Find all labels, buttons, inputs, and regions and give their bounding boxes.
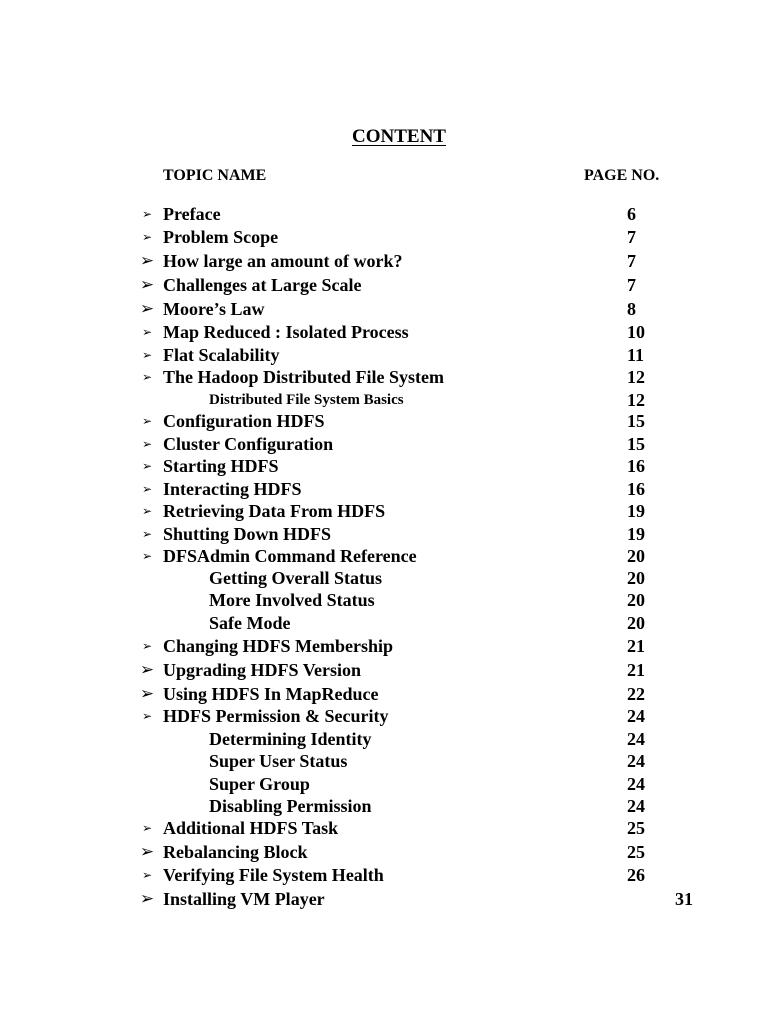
toc-topic-label: Configuration HDFS xyxy=(163,411,325,431)
toc-entry xyxy=(0,841,768,863)
toc-entry xyxy=(0,321,768,343)
toc-entry xyxy=(0,589,768,611)
toc-page-number: 21 xyxy=(627,660,645,680)
arrow-bullet-icon: ➢ xyxy=(141,459,153,473)
arrow-bullet-icon: ➢ xyxy=(141,370,153,384)
toc-page-number: 24 xyxy=(627,706,645,726)
toc-page-number: 15 xyxy=(627,411,645,431)
toc-entry xyxy=(0,635,768,657)
toc-entry xyxy=(0,795,768,817)
toc-topic-label: Retrieving Data From HDFS xyxy=(163,501,386,521)
arrow-bullet-icon: ➢ xyxy=(141,527,153,541)
toc-topic-label: How large an amount of work? xyxy=(163,251,403,271)
toc-page-number: 7 xyxy=(627,275,636,295)
arrow-bullet-icon: ➢ xyxy=(141,504,153,518)
arrow-bullet-icon: ➢ xyxy=(139,275,155,295)
toc-topic-label: Flat Scalability xyxy=(163,345,280,365)
arrow-bullet-icon: ➢ xyxy=(141,821,153,835)
toc-topic-label: Rebalancing Block xyxy=(163,842,308,862)
toc-entry xyxy=(0,410,768,432)
toc-page-number: 20 xyxy=(627,568,645,588)
toc-page-number: 24 xyxy=(627,774,645,794)
toc-topic-label: Problem Scope xyxy=(163,227,279,247)
toc-topic-label: HDFS Permission & Security xyxy=(163,706,389,726)
toc-subtopic-label: Getting Overall Status xyxy=(209,568,382,588)
toc-topic-label: Interacting HDFS xyxy=(163,479,302,499)
toc-entry xyxy=(0,203,768,225)
toc-entry xyxy=(0,728,768,750)
toc-topic-label: Upgrading HDFS Version xyxy=(163,660,362,680)
toc-topic-label: Cluster Configuration xyxy=(163,434,334,454)
page-number-header: PAGE NO. xyxy=(584,167,660,184)
toc-entry xyxy=(0,344,768,366)
toc-page-number: 20 xyxy=(627,613,645,633)
toc-topic-label: Installing VM Player xyxy=(163,889,325,909)
arrow-bullet-icon: ➢ xyxy=(139,842,155,862)
toc-page-number: 22 xyxy=(627,684,645,704)
toc-topic-label: Starting HDFS xyxy=(163,456,279,476)
toc-topic-label: Changing HDFS Membership xyxy=(163,636,394,656)
arrow-bullet-icon: ➢ xyxy=(141,348,153,362)
toc-subtopic-label: Determining Identity xyxy=(209,729,372,749)
toc-page-number: 6 xyxy=(627,204,636,224)
toc-entry xyxy=(0,567,768,589)
toc-topic-label: Using HDFS In MapReduce xyxy=(163,684,379,704)
toc-entry xyxy=(0,455,768,477)
toc-page-number: 26 xyxy=(627,865,645,885)
toc-subtopic-label: Super Group xyxy=(209,774,310,794)
arrow-bullet-icon: ➢ xyxy=(141,207,153,221)
arrow-bullet-icon: ➢ xyxy=(139,299,155,319)
arrow-bullet-icon: ➢ xyxy=(139,684,155,704)
toc-topic-label: Verifying File System Health xyxy=(163,865,384,885)
toc-entry xyxy=(0,773,768,795)
toc-page-number: 8 xyxy=(627,299,636,319)
toc-entry xyxy=(0,226,768,248)
toc-entry xyxy=(0,366,768,388)
arrow-bullet-icon: ➢ xyxy=(141,868,153,882)
toc-entry xyxy=(0,433,768,455)
arrow-bullet-icon: ➢ xyxy=(139,889,155,909)
toc-subtopic-label: More Involved Status xyxy=(209,590,375,610)
toc-page-number: 31 xyxy=(675,889,693,909)
toc-subtopic-label: Super User Status xyxy=(209,751,348,771)
toc-page-number: 12 xyxy=(627,367,645,387)
toc-entry xyxy=(0,545,768,567)
toc-page-number: 24 xyxy=(627,751,645,771)
arrow-bullet-icon: ➢ xyxy=(139,251,155,271)
arrow-bullet-icon: ➢ xyxy=(141,482,153,496)
arrow-bullet-icon: ➢ xyxy=(141,549,153,563)
toc-page-number: 19 xyxy=(627,524,645,544)
toc-page-number: 16 xyxy=(627,479,645,499)
toc-page-number: 7 xyxy=(627,251,636,271)
toc-topic-label: Moore’s Law xyxy=(163,299,265,319)
toc-topic-label: Challenges at Large Scale xyxy=(163,275,362,295)
toc-entry xyxy=(0,750,768,772)
toc-subtopic-label: Disabling Permission xyxy=(209,796,372,816)
arrow-bullet-icon: ➢ xyxy=(141,414,153,428)
toc-entry xyxy=(0,389,768,411)
toc-entry xyxy=(0,523,768,545)
toc-entry xyxy=(0,888,768,910)
toc-page-number: 7 xyxy=(627,227,636,247)
arrow-bullet-icon: ➢ xyxy=(139,660,155,680)
toc-page-number: 25 xyxy=(627,842,645,862)
arrow-bullet-icon: ➢ xyxy=(141,325,153,339)
toc-subtopic-label: Distributed File System Basics xyxy=(209,392,404,408)
arrow-bullet-icon: ➢ xyxy=(141,639,153,653)
toc-page-number: 21 xyxy=(627,636,645,656)
arrow-bullet-icon: ➢ xyxy=(141,437,153,451)
toc-page-number: 20 xyxy=(627,546,645,566)
toc-page-number: 24 xyxy=(627,796,645,816)
toc-entry xyxy=(0,864,768,886)
toc-entry xyxy=(0,683,768,705)
toc-entry xyxy=(0,705,768,727)
toc-page-number: 24 xyxy=(627,729,645,749)
page-title: CONTENT xyxy=(352,126,446,147)
arrow-bullet-icon: ➢ xyxy=(141,709,153,723)
toc-page-number: 19 xyxy=(627,501,645,521)
toc-page-number: 25 xyxy=(627,818,645,838)
toc-topic-label: Map Reduced : Isolated Process xyxy=(163,322,409,342)
toc-topic-label: DFSAdmin Command Reference xyxy=(163,546,417,566)
arrow-bullet-icon: ➢ xyxy=(141,230,153,244)
toc-entry xyxy=(0,659,768,681)
toc-entry xyxy=(0,612,768,634)
toc-page-number: 12 xyxy=(627,390,645,410)
toc-page-number: 15 xyxy=(627,434,645,454)
toc-entry xyxy=(0,298,768,320)
toc-page-number: 16 xyxy=(627,456,645,476)
toc-subtopic-label: Safe Mode xyxy=(209,613,291,633)
toc-page-number: 10 xyxy=(627,322,645,342)
toc-entry xyxy=(0,478,768,500)
toc-entry xyxy=(0,817,768,839)
toc-topic-label: The Hadoop Distributed File System xyxy=(163,367,445,387)
toc-topic-label: Shutting Down HDFS xyxy=(163,524,332,544)
toc-topic-label: Additional HDFS Task xyxy=(163,818,339,838)
toc-page-number: 20 xyxy=(627,590,645,610)
topic-name-header: TOPIC NAME xyxy=(163,167,267,184)
toc-entry xyxy=(0,250,768,272)
toc-entry xyxy=(0,274,768,296)
toc-entry xyxy=(0,500,768,522)
toc-page-number: 11 xyxy=(627,345,645,365)
toc-topic-label: Preface xyxy=(163,204,221,224)
